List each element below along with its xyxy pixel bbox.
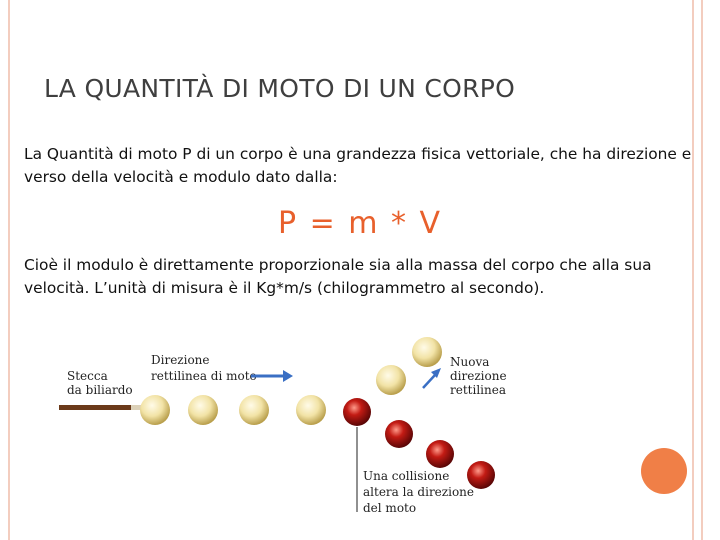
frame-line — [701, 0, 703, 540]
ball-yellow — [140, 395, 170, 425]
ball-yellow — [412, 337, 442, 367]
label-cue-2: da biliardo — [67, 383, 133, 397]
ball-yellow — [376, 365, 406, 395]
label-collision-3: del moto — [363, 501, 417, 515]
label-new-1: Nuova — [450, 355, 490, 369]
ball-red — [385, 420, 413, 448]
new-direction-arrow — [423, 375, 435, 388]
ball-yellow — [188, 395, 218, 425]
decorative-dot — [641, 448, 687, 494]
label-collision-1: Una collisione — [363, 469, 450, 483]
label-cue-1: Stecca — [67, 369, 108, 383]
billiard-illustration — [55, 330, 515, 520]
label-collision-2: altera la direzione — [363, 485, 474, 499]
definition-text: La Quantità di moto P di un corpo è una grandezza fisica vettoriale, che ha direzione e verso della velocità e modulo dato dalla: — [24, 145, 692, 186]
ball-red — [343, 398, 371, 426]
ball-yellow — [296, 395, 326, 425]
formula: P = m * V — [277, 206, 443, 241]
label-new-3: rettilinea — [450, 383, 506, 397]
label-direction-1: Direzione — [151, 353, 210, 367]
ball-red — [426, 440, 454, 468]
label-new-2: direzione — [450, 369, 507, 383]
ball-yellow — [239, 395, 269, 425]
cue-stick — [59, 405, 141, 410]
explanation-text: Cioè il modulo è direttamente proporzionale sia alla massa del corpo che alla sua velocità. L’unità di misura è il Kg*m/s (chilogrammetro al secondo). — [24, 256, 652, 297]
label-direction-2: rettilinea di moto — [151, 369, 257, 383]
slide-title: LA QUANTITÀ DI MOTO DI UN CORPO — [44, 74, 516, 103]
